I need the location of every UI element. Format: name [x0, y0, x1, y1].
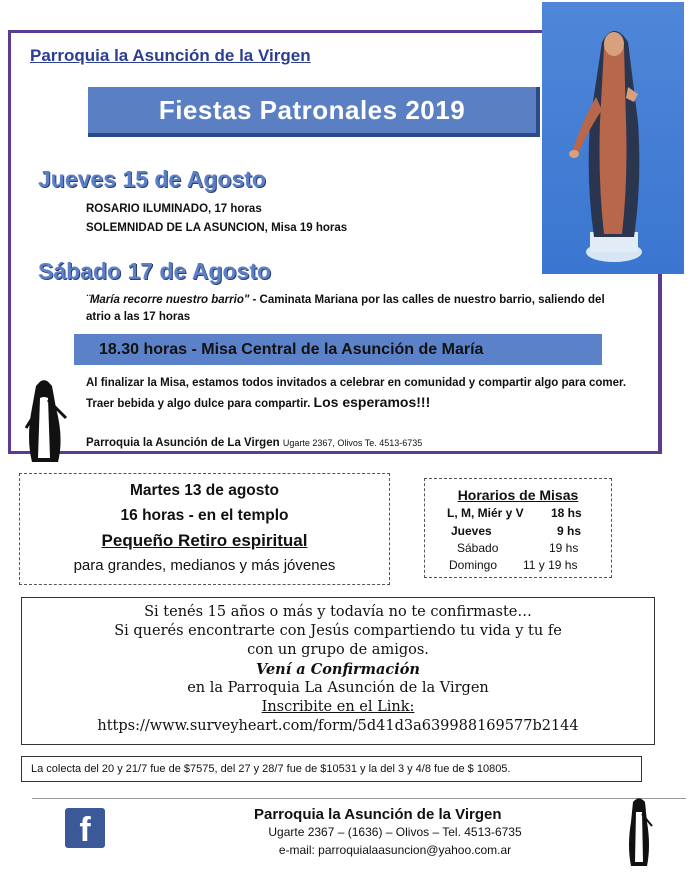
confirmation-line: Si tenés 15 años o más y todavía no te confirmaste…	[144, 604, 532, 620]
schedule-time: 18 hs	[551, 506, 582, 520]
celebration-text	[86, 374, 646, 414]
schedule-day: L, M, Miér y V	[447, 506, 524, 520]
retreat-time: 16 horas - en el templo	[120, 507, 289, 524]
footer-email[interactable]: e-mail: parroquialaasuncion@yahoo.com.ar	[278, 843, 512, 857]
confirmation-line: en la Parroquia La Asunción de la Virgen	[187, 680, 489, 696]
schedule-heading: Horarios de Misas	[457, 487, 579, 503]
retreat-box	[19, 473, 390, 585]
retreat-audience: para grandes, medianos y más jóvenes	[73, 557, 336, 574]
schedule-day: Jueves	[451, 524, 492, 538]
schedule-day: Domingo	[449, 558, 498, 572]
mary-figure-icon	[22, 378, 72, 464]
schedule-day: Sábado	[457, 541, 499, 555]
thursday-mass: SOLEMNIDAD DE LA ASUNCION, Misa 19 horas	[86, 222, 348, 234]
footer-divider	[32, 798, 686, 799]
virgin-statue-image	[542, 2, 684, 274]
confirmation-line: Si querés encontrarte con Jesús compartiendo tu vida y tu fe	[114, 623, 562, 639]
confirmation-box	[21, 597, 655, 745]
flyer-footer-address: Ugarte 2367, Olivos Te. 4513-6735	[282, 438, 423, 448]
mary-figure-small-icon	[624, 796, 654, 868]
saturday-quote: ¨María recorre nuestro barrio"	[86, 294, 250, 306]
footer-address: Ugarte 2367 – (1636) – Olivos – Tel. 4513-6735	[268, 825, 522, 839]
saturday-heading: Sábado 17 de Agosto	[38, 258, 272, 284]
celebration-body: Al finalizar la Misa, estamos todos invitados a celebrar en comunidad y compartir algo para comer. Traer bebida y algo dulce para compartir.	[86, 377, 627, 410]
closing-text: Los esperamos!!!	[313, 394, 431, 410]
footer-parish-name: Parroquia la Asunción de la Virgen	[254, 806, 502, 823]
thursday-rosary: ROSARIO ILUMINADO, 17 horas	[86, 203, 262, 215]
confirmation-heading: Vení a Confirmación	[256, 661, 420, 678]
thursday-heading: Jueves 15 de Agosto	[38, 166, 266, 192]
schedule-time: 9 hs	[557, 524, 582, 538]
title-banner	[88, 87, 540, 137]
title-text: Fiestas Patronales 2019	[158, 94, 466, 125]
saturday-walk-text: - Caminata Mariana por las calles de nuestro barrio, saliendo del atrio a las 17 horas	[86, 294, 605, 323]
schedule-time: 19 hs	[549, 541, 579, 555]
retreat-date: Martes 13 de agosto	[129, 482, 280, 499]
central-mass-text: 18.30 horas - Misa Central de la Asunción de María	[99, 340, 484, 358]
signup-link[interactable]: https://www.surveyheart.com/form/5d41d3a639988169577b2144	[97, 718, 579, 734]
flyer-footer-parish: Parroquia la Asunción de La Virgen	[86, 437, 280, 449]
central-mass-banner	[74, 334, 602, 365]
saturday-walk	[86, 292, 631, 326]
flyer-footer	[86, 437, 422, 449]
parish-title: Parroquia la Asunción de la Virgen	[30, 46, 311, 65]
retreat-title: Pequeño Retiro espiritual	[101, 531, 308, 550]
mass-schedule-box	[424, 478, 612, 578]
confirmation-line: con un grupo de amigos.	[247, 642, 429, 658]
collection-notice: La colecta del 20 y 21/7 fue de $7575, del 27 y 28/7 fue de $10531 y la del 3 y 4/8 fue de $ 10805.	[21, 756, 642, 782]
schedule-time: 11 y 19 hs	[523, 558, 578, 572]
signup-label: Inscribite en el Link:	[261, 699, 415, 715]
facebook-icon[interactable]: f	[65, 808, 105, 848]
